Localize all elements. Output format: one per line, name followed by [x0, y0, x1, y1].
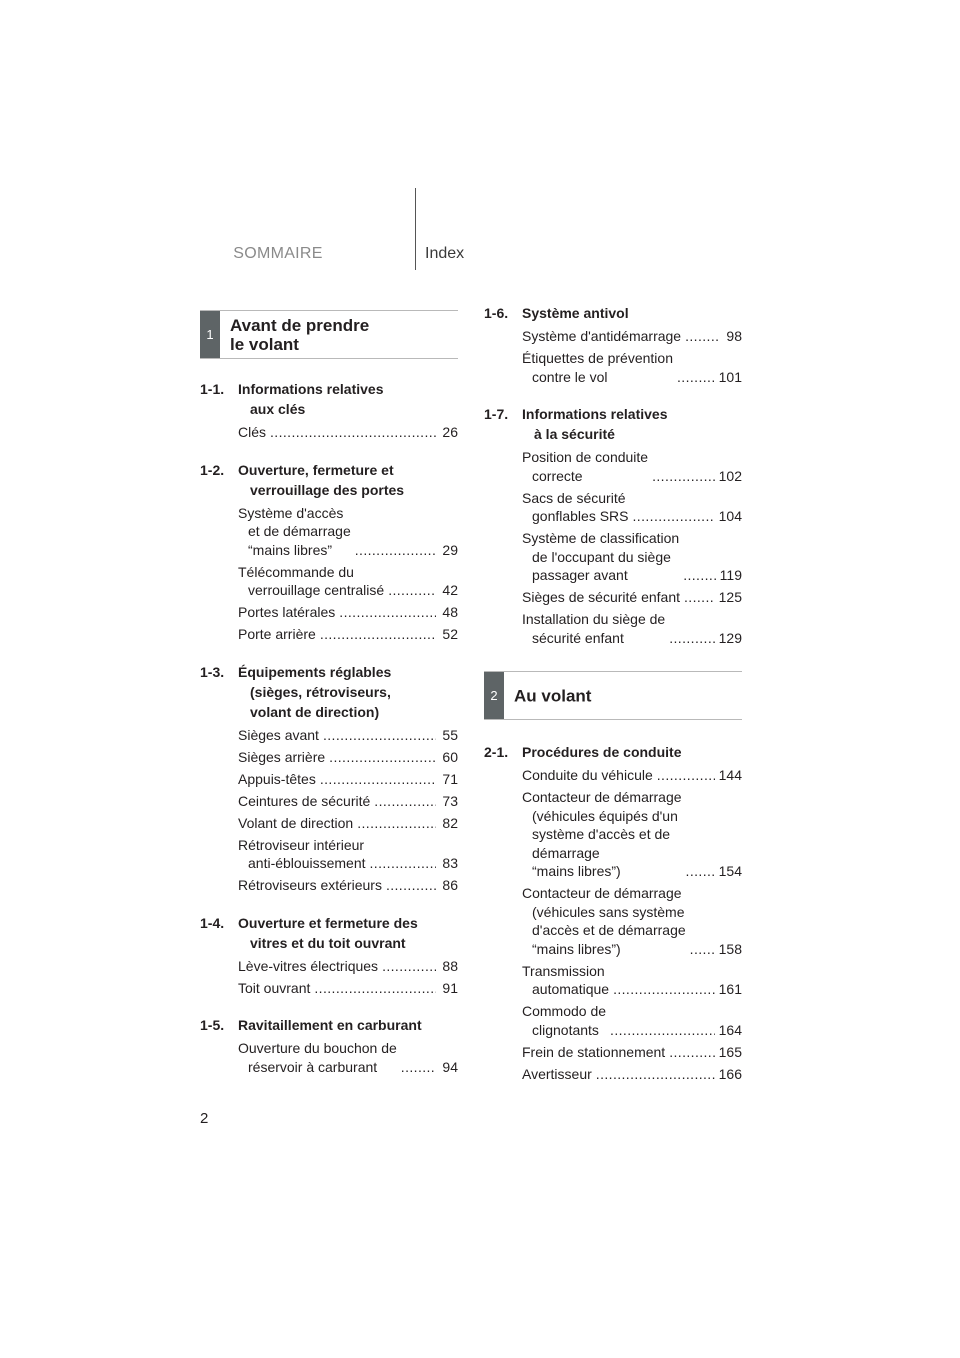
toc-entry[interactable] [522, 448, 742, 485]
chapter [484, 303, 742, 386]
chapter [200, 460, 458, 644]
chapter-heading[interactable] [484, 303, 742, 323]
toc-entry[interactable] [238, 814, 458, 833]
chapter [484, 742, 742, 1083]
chapter-number: 1-3. [200, 663, 225, 680]
dot-leader [596, 1065, 715, 1084]
chapter-heading[interactable] [200, 1015, 458, 1035]
toc-entry[interactable] [238, 770, 458, 789]
chapter-title: Équipements réglables (sièges, rétroviseurs, volant de direction) [238, 663, 392, 720]
toc-entry[interactable] [522, 588, 742, 607]
entry-page-number: 144 [718, 767, 742, 783]
entry-page-number: 98 [726, 328, 742, 344]
dot-leader [314, 979, 436, 998]
chapter-number: 1-7. [484, 406, 509, 422]
toc-entry[interactable] [522, 610, 742, 647]
dot-leader [270, 423, 436, 442]
entry-page-number: 165 [718, 1043, 742, 1060]
toc-entry[interactable] [238, 563, 458, 600]
dot-leader [652, 467, 715, 486]
entry-label: Rétroviseurs extérieurs [238, 877, 382, 893]
chapter-heading[interactable] [200, 662, 458, 722]
dot-leader [633, 507, 715, 526]
entry-label: Clés [238, 424, 267, 440]
dot-leader [669, 629, 714, 648]
entry-label: Système d'accès et de démarrage “mains libres” [238, 504, 351, 558]
dot-leader [677, 368, 715, 387]
dot-leader [382, 957, 436, 976]
toc-entry[interactable] [238, 957, 458, 976]
section-header-2[interactable] [484, 671, 742, 720]
toc-entry[interactable] [238, 836, 458, 873]
entry-label: Installation du siège de sécurité enfant [522, 611, 666, 646]
dot-leader [374, 792, 436, 811]
toc-entry[interactable] [238, 423, 458, 442]
chapter-title: Ravitaillement en carburant [238, 1017, 422, 1033]
chapter-title: Informations relatives aux clés [238, 381, 384, 417]
dot-leader [355, 541, 436, 560]
entry-page-number: 29 [442, 541, 458, 558]
entry-page-number: 102 [718, 467, 742, 484]
section-tab-2: 2 [484, 672, 504, 719]
entry-page-number: 129 [718, 629, 742, 646]
dot-leader [320, 625, 436, 644]
entry-page-number: 82 [442, 814, 458, 831]
toc-entry[interactable] [522, 788, 742, 881]
entry-page-number: 48 [442, 604, 458, 620]
dot-leader [657, 766, 715, 785]
dot-leader [388, 581, 436, 600]
entry-page-number: 104 [718, 508, 742, 524]
entry-label: Système d'antidémarrage [522, 328, 682, 344]
chapter-list [200, 379, 458, 1076]
entry-label: Étiquettes de prévention contre le vol [522, 350, 673, 385]
entry-page-number: 42 [442, 582, 458, 598]
dot-leader [613, 980, 715, 999]
entry-label: Transmission automatique [522, 962, 610, 997]
dot-leader [401, 1058, 436, 1077]
entry-label: Ouverture du bouchon de réservoir à carburant [238, 1040, 397, 1075]
entry-page-number: 125 [718, 589, 742, 605]
chapter-number: 1-6. [484, 305, 509, 321]
toc-entry[interactable] [522, 327, 742, 346]
sommaire-link[interactable]: SOMMAIRE [233, 245, 323, 262]
entry-page-number: 166 [718, 1065, 742, 1082]
entry-page-number: 161 [718, 981, 742, 997]
section-tab-1: 1 [200, 311, 220, 358]
entry-label: Portes latérales [238, 604, 336, 620]
entry-label: Système de classification de l'occupant du siège passager avant [522, 530, 680, 583]
chapter [200, 913, 458, 998]
chapter-heading[interactable] [200, 379, 458, 419]
section-title-2: Au volant [514, 686, 592, 705]
entry-page-number: 83 [442, 855, 458, 871]
entry-page-number: 71 [442, 770, 458, 787]
section-header-1[interactable] [200, 310, 458, 359]
chapter-heading[interactable] [484, 742, 742, 762]
entry-page-number: 164 [718, 1021, 742, 1038]
entry-page-number: 158 [718, 940, 742, 957]
toc-entry[interactable] [522, 884, 742, 958]
entry-label: Position de conduite correcte [522, 449, 649, 484]
entry-label: Porte arrière [238, 626, 316, 642]
toc-entry[interactable] [238, 876, 458, 895]
page-number: 2 [200, 1110, 209, 1127]
entry-page-number: 86 [442, 877, 458, 893]
toc-entry[interactable] [522, 962, 742, 999]
toc-entry[interactable] [238, 1039, 458, 1076]
dot-leader [320, 770, 436, 789]
entry-label: Contacteur de démarrage (véhicules sans système d'accès et de démarrage “mains libres”) [522, 885, 686, 957]
chapter [200, 1015, 458, 1076]
chapter-list [484, 303, 742, 647]
entry-page-number: 94 [442, 1058, 458, 1075]
entry-label: Commodo de clignotants [522, 1003, 607, 1038]
section-title-1: Avant de prendre le volant [230, 315, 370, 354]
entry-label: Ceintures de sécurité [238, 792, 371, 809]
entry-label: Télécommande du verrouillage centralisé [238, 563, 385, 598]
entry-page-number: 55 [442, 726, 458, 743]
dot-leader [684, 588, 715, 607]
entry-label: Sacs de sécurité gonflables SRS [522, 489, 629, 524]
chapter [484, 404, 742, 647]
dot-leader [669, 1043, 714, 1062]
entry-label: Conduite du véhicule [522, 767, 653, 783]
entry-label: Volant de direction [238, 814, 354, 831]
toc-entry[interactable] [238, 726, 458, 745]
chapter-title: Système antivol [522, 305, 629, 321]
toc-entry[interactable] [522, 1002, 742, 1039]
dot-leader [339, 603, 436, 622]
entry-page-number: 119 [719, 567, 742, 583]
toc-entry[interactable] [238, 748, 458, 767]
toc-entry[interactable] [238, 603, 458, 622]
entry-label: Rétroviseur intérieur anti-éblouissement [238, 836, 366, 871]
entry-label: Sièges arrière [238, 748, 326, 765]
toc-entry[interactable] [238, 979, 458, 998]
left-column [200, 310, 458, 1094]
chapter-number: 1-4. [200, 914, 225, 931]
toc-entry[interactable] [238, 792, 458, 811]
entry-label: Avertisseur [522, 1065, 592, 1082]
entry-page-number: 101 [718, 368, 742, 385]
toc-entry[interactable] [522, 349, 742, 386]
dot-leader [685, 327, 720, 346]
dot-leader [357, 814, 436, 833]
entry-label: Sièges de sécurité enfant [522, 589, 680, 605]
dot-leader [370, 854, 436, 873]
toc-entry[interactable] [522, 1065, 742, 1084]
chapter [200, 379, 458, 442]
toc-entry[interactable] [522, 766, 742, 785]
dot-leader [329, 748, 436, 767]
entry-label: Contacteur de démarrage (véhicules équipés d'un système d'accès et de démarrage “mains libres”) [522, 789, 682, 879]
entry-page-number: 154 [718, 863, 742, 879]
chapter-title: Informations relatives à la sécurité [522, 406, 668, 442]
entry-label: Frein de stationnement [522, 1043, 666, 1060]
entry-page-number: 88 [442, 957, 458, 974]
toc-entry[interactable] [238, 625, 458, 644]
index-link[interactable]: Index [425, 245, 465, 262]
entry-page-number: 26 [442, 424, 458, 440]
top-navigation [0, 0, 960, 270]
chapter-number: 1-5. [200, 1017, 225, 1033]
entry-label: Lève-vitres électriques [238, 957, 379, 974]
chapter-number: 1-2. [200, 461, 225, 478]
entry-page-number: 52 [442, 626, 458, 642]
chapter-title: Ouverture, fermeture et verrouillage des portes [238, 461, 405, 498]
toc-entry[interactable] [238, 504, 458, 560]
chapter-list [484, 742, 742, 1083]
chapter-number: 1-1. [200, 381, 225, 397]
toc-entry[interactable] [522, 489, 742, 526]
entry-page-number: 91 [442, 979, 458, 996]
dot-leader [683, 566, 715, 585]
nav-divider [415, 188, 416, 270]
entry-label: Sièges avant [238, 726, 319, 743]
chapter-heading[interactable] [484, 404, 742, 444]
chapter-heading[interactable] [200, 460, 458, 500]
chapter [200, 662, 458, 895]
chapter-title: Procédures de conduite [522, 744, 682, 760]
chapter-number: 2-1. [484, 744, 509, 760]
toc-entry[interactable] [522, 1043, 742, 1062]
entry-page-number: 73 [442, 792, 458, 809]
dot-leader [323, 726, 436, 745]
right-column [484, 303, 742, 1101]
chapter-heading[interactable] [200, 913, 458, 953]
chapter-title: Ouverture et fermeture des vitres et du toit ouvrant [238, 914, 418, 951]
entry-label: Toit ouvrant [238, 979, 311, 996]
dot-leader [686, 862, 715, 881]
dot-leader [610, 1021, 715, 1040]
dot-leader [690, 940, 715, 959]
dot-leader [386, 876, 436, 895]
toc-entry[interactable] [522, 529, 742, 585]
entry-page-number: 60 [442, 748, 458, 765]
entry-label: Appuis-têtes [238, 770, 316, 787]
